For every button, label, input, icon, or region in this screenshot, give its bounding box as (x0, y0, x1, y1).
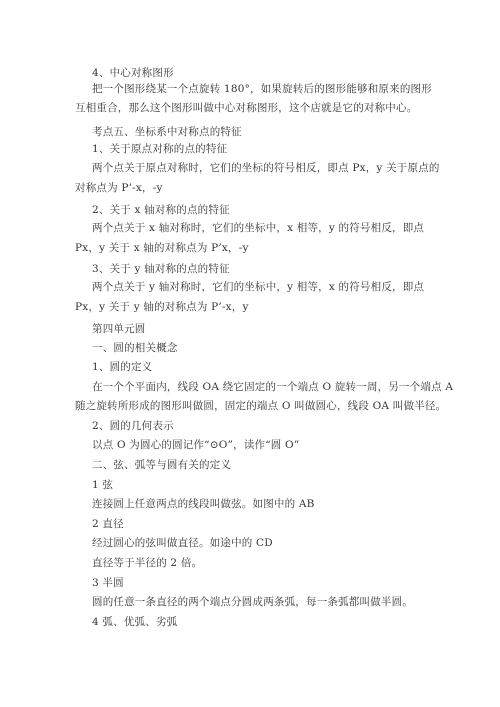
section-heading: 一、圆的相关概念 (92, 342, 178, 354)
heading-coordinate-symmetry: 考点五、坐标系中对称点的特征 (92, 126, 242, 138)
paragraph-line: 把一个图形绕某一个点旋转 180°，如果旋转后的图形能够和原来的图形 (92, 83, 432, 95)
paragraph-line: 互相重合，那么这个图形叫做中心对称图形，这个店就是它的对称中心。 (75, 102, 418, 114)
paragraph-line: Px，y 关于 x 轴的对称点为 P’x，-y (75, 242, 249, 254)
paragraph-line: 连接圆上任意两点的线段叫做弦。如图中的 AB (92, 498, 315, 510)
paragraph-line: 两个点关于 y 轴对称时，它们的坐标中，y 相等，x 的符号相反，即点 (92, 281, 425, 293)
paragraph-line: 圆的任意一条直径的两个端点分圆成两条弧，每一条弧都叫做半圆。 (92, 596, 413, 608)
paragraph-line: Px，y 关于 y 轴的对称点为 P’-x，y (75, 301, 249, 313)
subheading: 2 直径 (92, 518, 124, 530)
subheading: 4 弧、优弧、劣弧 (92, 616, 178, 628)
unit-title: 第四单元圆 (92, 323, 146, 335)
heading-y-axis-symmetry: 3、关于 y 轴对称的点的特征 (92, 263, 230, 275)
paragraph-line: 两个点关于原点对称时，它们的坐标的符号相反，即点 Px，y 关于原点的 (92, 162, 440, 174)
paragraph-line: 直径等于半径的 2 倍。 (92, 557, 203, 569)
paragraph-line: 在一个个平面内，线段 OA 绕它固定的一个端点 O 旋转一周，另一个端点 A (92, 381, 454, 393)
heading-x-axis-symmetry: 2、关于 x 轴对称的点的特征 (92, 204, 230, 216)
heading-central-symmetry: 4、中心对称图形 (92, 67, 174, 79)
subheading: 1 弦 (92, 479, 114, 491)
paragraph-line: 随之旋转所形成的图形叫做圆，固定的端点 O 叫做圆心，线段 OA 叫做半径。 (75, 400, 447, 412)
subheading: 1、圆的定义 (92, 361, 153, 373)
heading-origin-symmetry: 1、关于原点对称的点的特征 (92, 143, 228, 155)
paragraph-line: 经过圆心的弦叫做直径。如途中的 CD (92, 537, 273, 549)
paragraph-line: 两个点关于 x 轴对称时，它们的坐标中，x 相等，y 的符号相反，即点 (92, 222, 425, 234)
subheading: 3 半圆 (92, 577, 124, 589)
paragraph-line: 对称点为 P’-x，-y (75, 182, 163, 194)
paragraph-line: 以点 O 为圆心的圆记作“⊙O”，读作“圆 O” (92, 439, 300, 451)
section-heading: 二、弦、弧等与圆有关的定义 (92, 459, 232, 471)
subheading: 2、圆的几何表示 (92, 420, 174, 432)
